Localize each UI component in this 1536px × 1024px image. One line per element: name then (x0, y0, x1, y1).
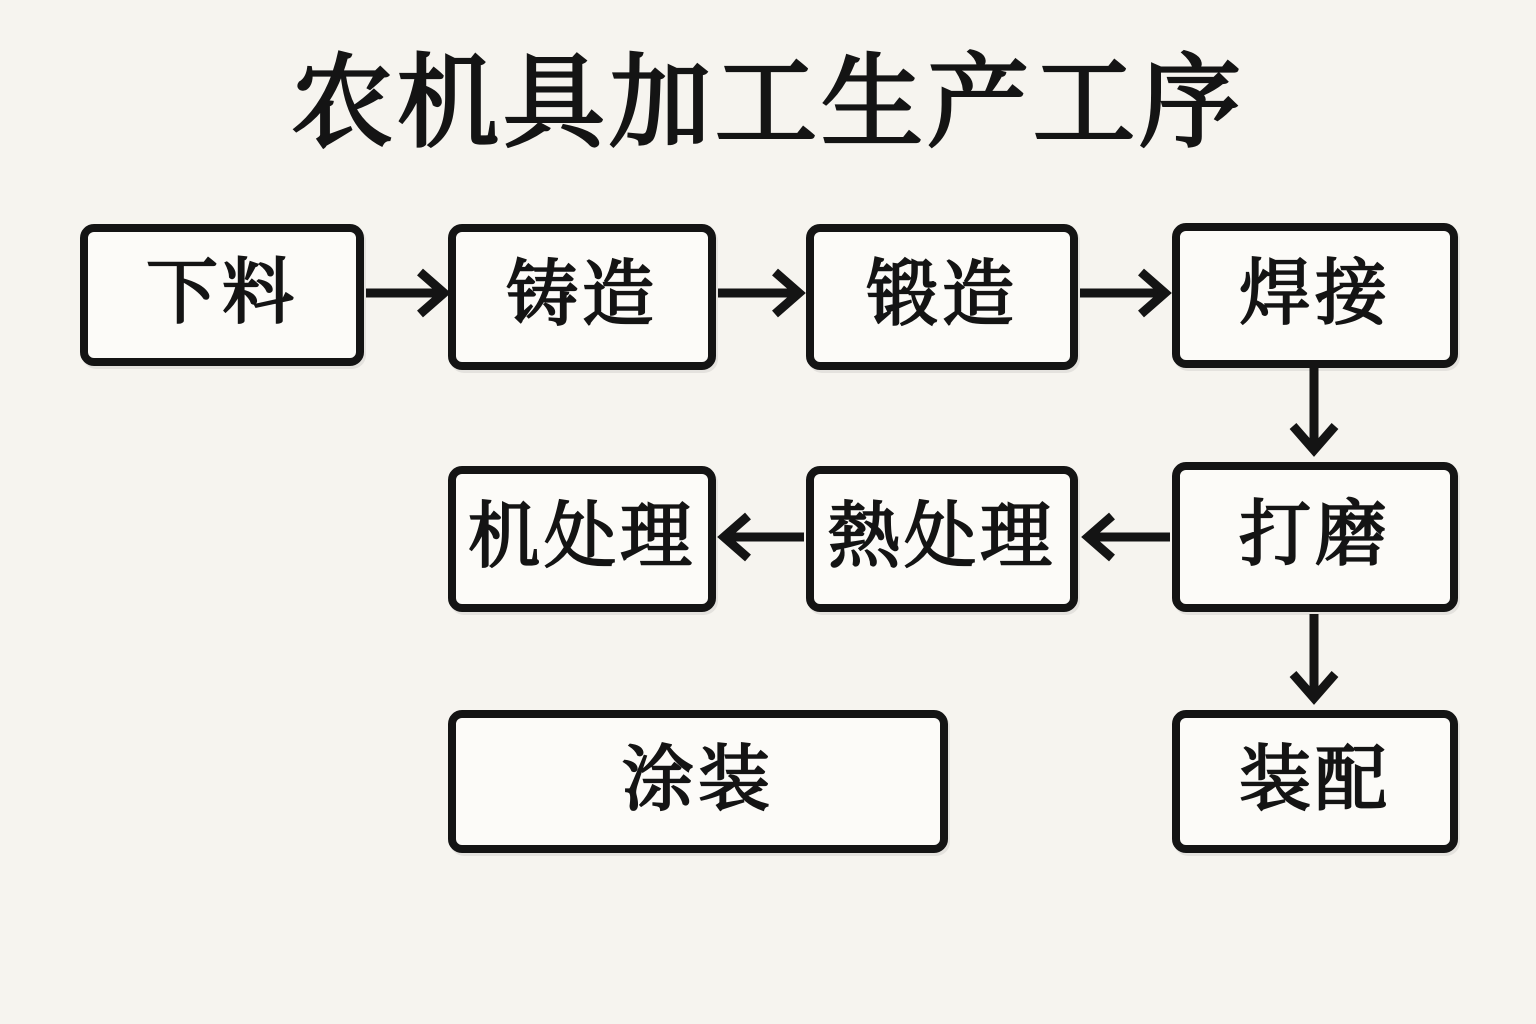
arrow-rechuli-jichuli (724, 516, 804, 558)
flow-node-duanzao (806, 224, 1078, 370)
flow-node-zhuzao (448, 224, 716, 370)
arrow-damo-zhuangpei (1293, 614, 1335, 698)
flow-node-label: 熱处理 (827, 494, 1056, 578)
arrow-xialiao-zhuzao (366, 272, 444, 314)
flow-node-label: 锻造 (865, 252, 1018, 336)
flow-node-label: 机处理 (467, 494, 696, 578)
arrow-damo-rechuli (1088, 516, 1170, 558)
flow-node-label: 焊接 (1238, 250, 1391, 335)
flow-node-label: 打磨 (1238, 492, 1391, 576)
flow-node-label: 铸造 (505, 252, 658, 336)
flow-node-rechuli (806, 466, 1078, 612)
page-title: 农机具加工生产工序 (291, 44, 1245, 163)
arrow-hanjie-damo (1293, 368, 1335, 450)
flow-node-label: 下料 (145, 250, 298, 334)
flow-node-label: 涂装 (621, 736, 774, 821)
flow-node-xialiao (80, 224, 364, 366)
flow-node-label: 装配 (1238, 736, 1391, 821)
flow-node-tuzhuang (448, 710, 948, 853)
flow-node-damo (1172, 462, 1458, 612)
flow-node-jichuli (448, 466, 716, 612)
arrow-zhuzao-duanzao (718, 272, 799, 314)
flow-node-zhuangpei (1172, 710, 1458, 853)
arrow-duanzao-hanjie (1080, 272, 1165, 314)
flow-node-hanjie (1172, 223, 1458, 368)
